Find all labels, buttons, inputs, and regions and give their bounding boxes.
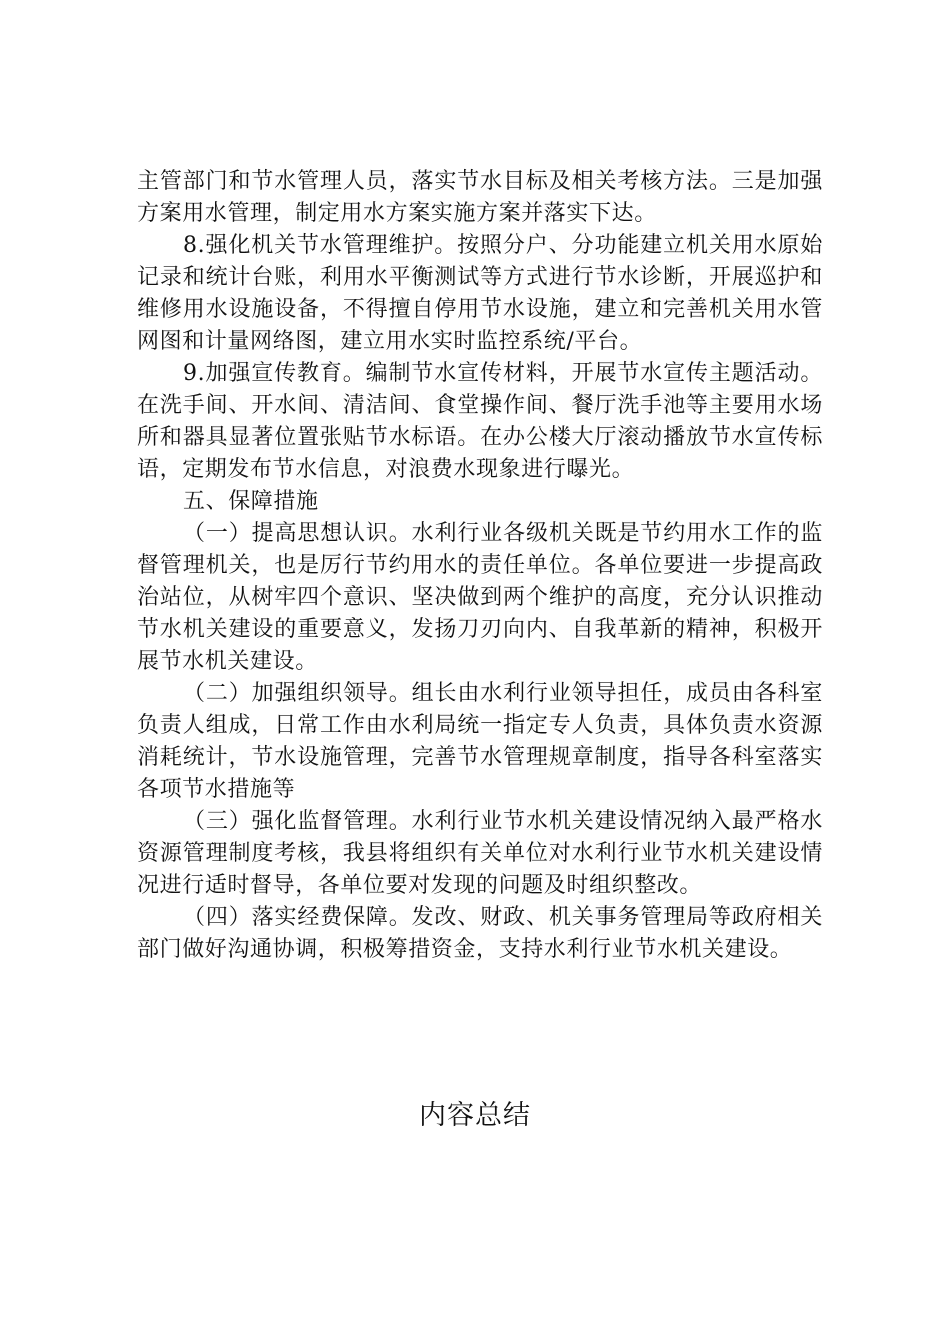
paragraph-item-9: 9.加强宣传教育。编制节水宣传材料，开展节水宣传主题活动。在洗手间、开水间、清洁间、食堂操作间、餐厅洗手池等主要用水场所和器具显著位置张贴节水标语。在办公楼大厅滚动播放节水宣传标语，定期发布节水信息，对浪费水现象进行曝光。 <box>137 361 823 482</box>
paragraph-measure-4: （四）落实经费保障。发改、财政、机关事务管理局等政府相关部门做好沟通协调，积极筹措资金，支持水利行业节水机关建设。 <box>137 905 823 962</box>
paragraph-measure-2: （二）加强组织领导。组长由水利行业领导担任，成员由各科室负责人组成，日常工作由水利局统一指定专人负责，具体负责水资源消耗统计，节水设施管理，完善节水管理规章制度，指导各科室落实各项节水措施等 <box>137 681 823 802</box>
document-body <box>137 166 823 966</box>
section-heading-safeguards: 五、保障措施 <box>183 489 319 514</box>
summary-heading: 内容总结 <box>419 1100 531 1131</box>
paragraph-measure-3: （三）强化监督管理。水利行业节水机关建设情况纳入最严格水资源管理制度考核，我县将组织有关单位对水利行业节水机关建设情况进行适时督导，各单位要对发现的问题及时组织整改。 <box>137 809 823 898</box>
paragraph-item-8: 8.强化机关节水管理维护。按照分户、分功能建立机关用水原始记录和统计台账，利用水平衡测试等方式进行节水诊断，开展巡护和维修用水设施设备，不得擅自停用节水设施，建立和完善机关用水管网图和计量网络图，建立用水实时监控系统/平台。 <box>137 233 823 354</box>
paragraph-continuation: 主管部门和节水管理人员，落实节水目标及相关考核方法。三是加强方案用水管理，制定用水方案实施方案并落实下达。 <box>137 169 823 226</box>
paragraph-measure-1: （一）提高思想认识。水利行业各级机关既是节约用水工作的监督管理机关，也是厉行节约用水的责任单位。各单位要进一步提高政治站位，从树牢四个意识、坚决做到两个维护的高度，充分认识推动节水机关建设的重要意义，发扬刀刃向内、自我革新的精神，积极开展节水机关建设。 <box>137 521 823 674</box>
